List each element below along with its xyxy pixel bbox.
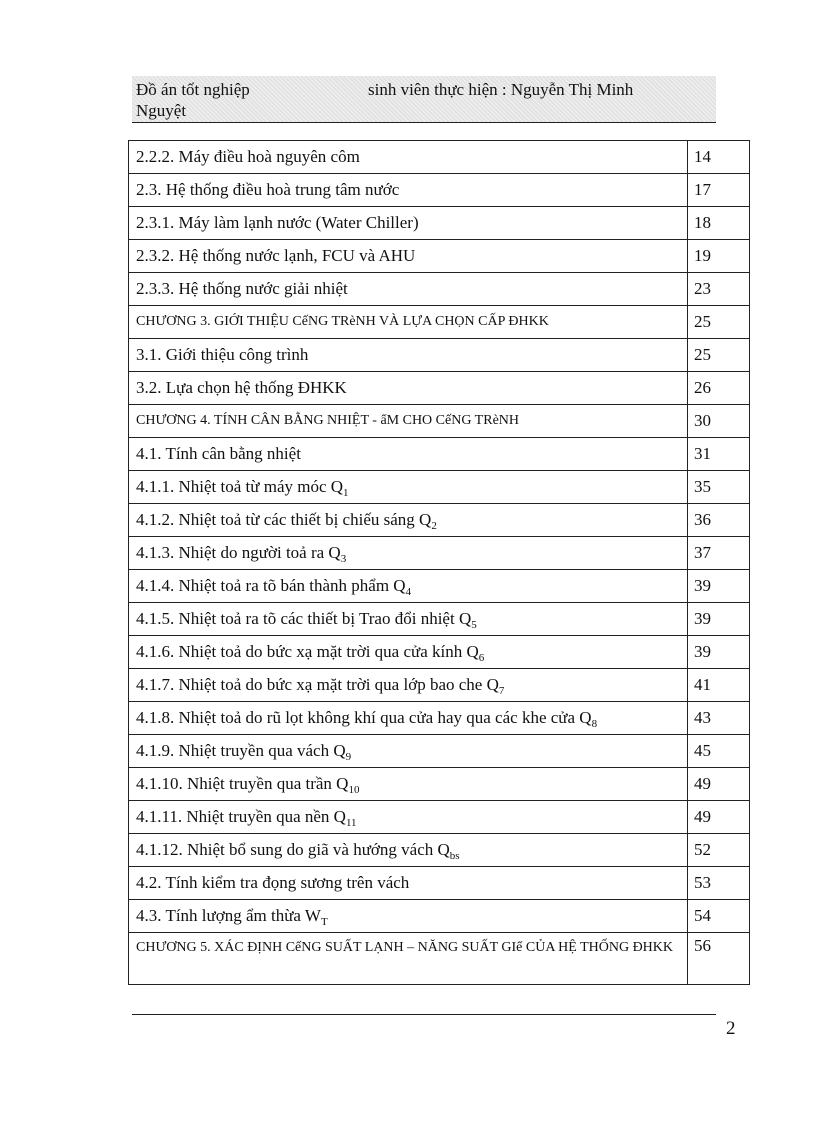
toc-row	[129, 372, 750, 405]
toc-title: 4.1.3. Nhiệt do người toả ra $Q_3$	[129, 537, 688, 570]
toc-page: 45	[688, 735, 750, 768]
toc-title: 2.3.1. Máy làm lạnh nước (Water Chiller)	[129, 207, 688, 240]
toc-row	[129, 537, 750, 570]
toc-row	[129, 339, 750, 372]
toc-page: 25	[688, 306, 750, 339]
toc-title: 2.2.2. Máy điều hoà nguyên côm	[129, 141, 688, 174]
toc-title: 3.2. Lựa chọn hệ thống ĐHKK	[129, 372, 688, 405]
toc-page: 26	[688, 372, 750, 405]
toc-title: 4.1.5. Nhiệt toả ra tõ các thiết bị Trao đổi nhiệt $Q_5$	[129, 603, 688, 636]
toc-row	[129, 636, 750, 669]
toc-page: 49	[688, 768, 750, 801]
toc-chapter-title: CHƯƠNG 3. GIỚI THIỆU CếNG TRèNH VÀ LỰA CHỌN CẤP ĐHKK	[129, 306, 688, 339]
toc-row	[129, 669, 750, 702]
toc-page: 41	[688, 669, 750, 702]
toc-page: 43	[688, 702, 750, 735]
toc-page: 25	[688, 339, 750, 372]
toc-title: 4.1. Tính cân bằng nhiệt	[129, 438, 688, 471]
toc-chapter-title: CHƯƠNG 4. TÍNH CÂN BẰNG NHIỆT - ẩM CHO CếNG TRèNH	[129, 405, 688, 438]
toc-page: 49	[688, 801, 750, 834]
toc-title: 2.3.2. Hệ thống nước lạnh, FCU và AHU	[129, 240, 688, 273]
toc-chapter-title: CHƯƠNG 5. XÁC ĐỊNH CếNG SUẤT LẠNH – NĂNG SUẤT GIể CỦA HỆ THỐNG ĐHKK	[129, 933, 688, 985]
toc-title: 3.1. Giới thiệu công trình	[129, 339, 688, 372]
toc-row	[129, 174, 750, 207]
toc-chapter-row	[129, 405, 750, 438]
toc-row	[129, 900, 750, 933]
toc-title: 2.3. Hệ thống điều hoà trung tâm nước	[129, 174, 688, 207]
toc-row	[129, 834, 750, 867]
toc-page: 36	[688, 504, 750, 537]
toc-row	[129, 867, 750, 900]
toc-row	[129, 603, 750, 636]
toc-row	[129, 702, 750, 735]
toc-row	[129, 207, 750, 240]
toc-title: 4.1.9. Nhiệt truyền qua vách $Q_9$	[129, 735, 688, 768]
toc-title: 2.3.3. Hệ thống nước giải nhiệt	[129, 273, 688, 306]
toc-page: 30	[688, 405, 750, 438]
toc-page: 39	[688, 636, 750, 669]
toc-title: 4.1.4. Nhiệt toả ra tõ bán thành phẩm $Q_4$	[129, 570, 688, 603]
toc-title: 4.1.11. Nhiệt truyền qua nền $Q_{11}$	[129, 801, 688, 834]
toc-title: 4.1.7. Nhiệt toả do bức xạ mặt trời qua lớp bao che $Q_7$	[129, 669, 688, 702]
toc-row	[129, 504, 750, 537]
toc-title: 4.1.10. Nhiệt truyền qua trần $Q_{10}$	[129, 768, 688, 801]
toc-page: 23	[688, 273, 750, 306]
toc-title: 4.1.2. Nhiệt toả từ các thiết bị chiếu sáng $Q_2$	[129, 504, 688, 537]
toc-row	[129, 735, 750, 768]
toc-page: 31	[688, 438, 750, 471]
toc-page: 14	[688, 141, 750, 174]
toc-title: 4.1.8. Nhiệt toả do rũ lọt không khí qua cửa hay qua các khe cửa $Q_8$	[129, 702, 688, 735]
footer-divider	[132, 1014, 716, 1015]
header-author-continued: Nguyệt	[136, 101, 187, 120]
toc-title: 4.1.1. Nhiệt toả từ máy móc $Q_1$	[129, 471, 688, 504]
toc-page: 37	[688, 537, 750, 570]
toc-chapter-row	[129, 306, 750, 339]
toc-title: 4.3. Tính lượng ẩm thừa $W_T$	[129, 900, 688, 933]
toc-row	[129, 240, 750, 273]
toc-page: 54	[688, 900, 750, 933]
toc-page: 52	[688, 834, 750, 867]
page-number: 2	[726, 1018, 736, 1039]
toc-page: 39	[688, 603, 750, 636]
toc-page: 19	[688, 240, 750, 273]
page-header	[132, 76, 716, 123]
toc-title: 4.1.12. Nhiệt bổ sung do giã và hướng vách $Q_{bs}$	[129, 834, 688, 867]
toc-page: 17	[688, 174, 750, 207]
toc-page: 39	[688, 570, 750, 603]
toc-row	[129, 570, 750, 603]
toc-page: 56	[688, 933, 750, 985]
toc-row	[129, 273, 750, 306]
toc-page: 18	[688, 207, 750, 240]
table-of-contents	[128, 140, 750, 985]
toc-row	[129, 141, 750, 174]
toc-page: 53	[688, 867, 750, 900]
toc-title: 4.1.6. Nhiệt toả do bức xạ mặt trời qua cửa kính $Q_6$	[129, 636, 688, 669]
header-author: sinh viên thực hiện : Nguyễn Thị Minh	[368, 80, 634, 99]
toc-chapter-row	[129, 933, 750, 985]
toc-title: 4.2. Tính kiểm tra đọng sương trên vách	[129, 867, 688, 900]
toc-row	[129, 768, 750, 801]
header-title: Đồ án tốt nghiệp	[136, 80, 250, 99]
toc-row	[129, 801, 750, 834]
toc-row	[129, 438, 750, 471]
toc-page: 35	[688, 471, 750, 504]
toc-row	[129, 471, 750, 504]
